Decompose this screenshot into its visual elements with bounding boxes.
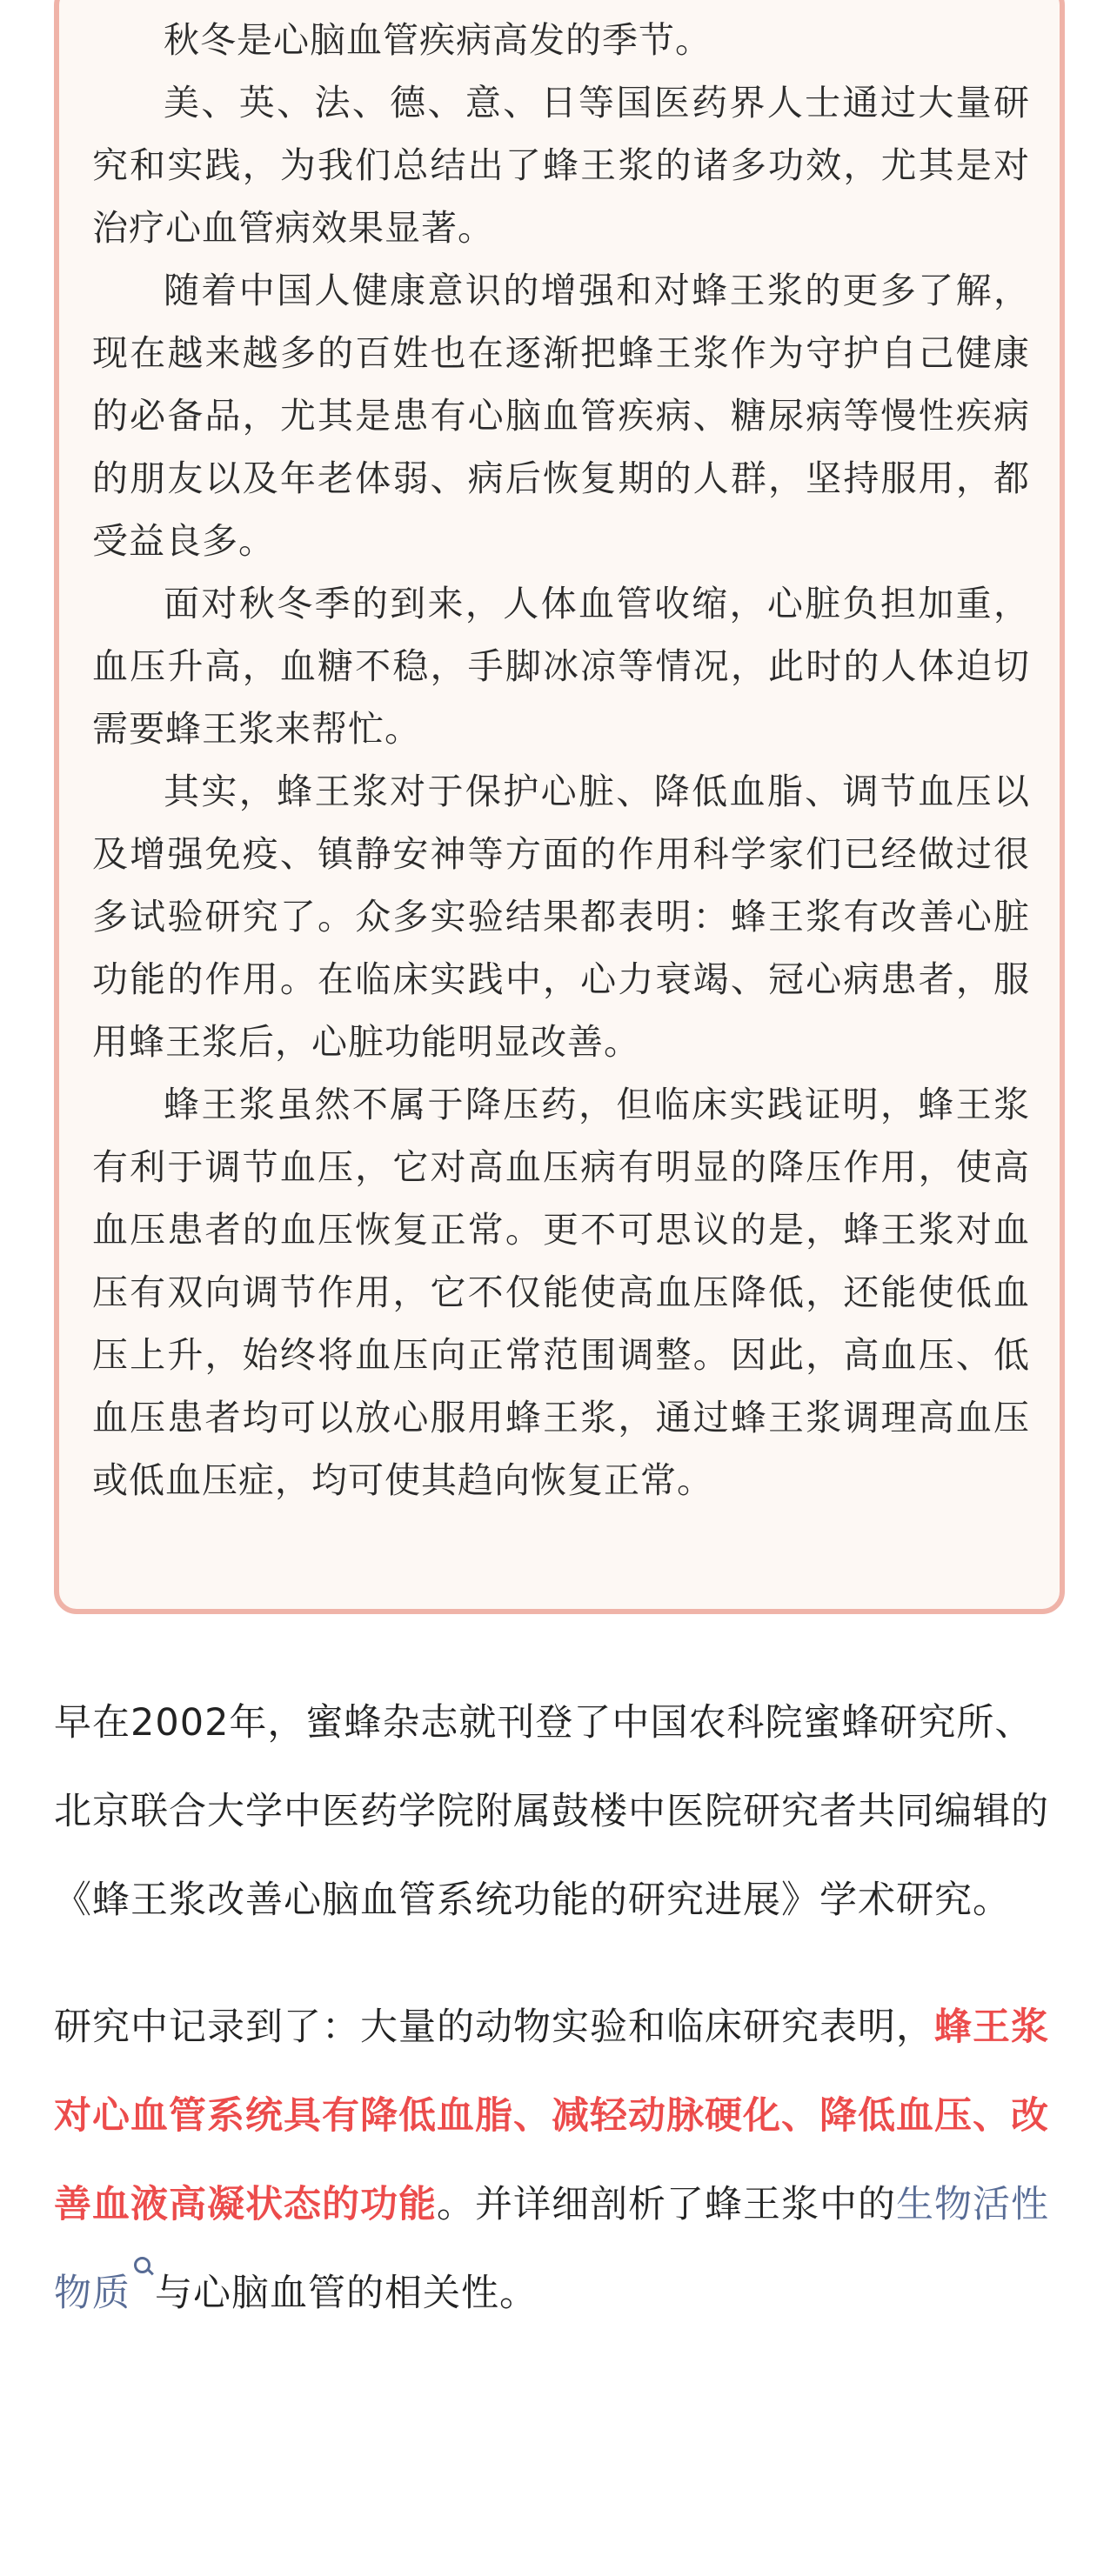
para2-lead: 研究中记录到了：大量的动物实验和临床研究表明， (54, 2005, 934, 2049)
scan-paragraph-2: 美、英、法、德、意、日等国医药界人士通过大量研究和实践，为我们总结出了蜂王浆的诸多功效，尤其是对治疗心血管病效果显著。 (92, 82, 1030, 249)
article-paragraph-1: 早在2002年，蜜蜂杂志就刊登了中国农科院蜜蜂研究所、北京联合大学中医药学院附属鼓楼中医院研究者共同编辑的《蜂王浆改善心脑血管系统功能的研究进展》学术研究。 (54, 1701, 1049, 1922)
scan-paragraph-6: 蜂王浆虽然不属于降压药，但临床实践证明，蜂王浆有利于调节血压，它对高血压病有明显的降压作用，使高血压患者的血压恢复正常。更不可思议的是，蜂王浆对血压有双向调节作用，它不仅能使高血压降低，还能使低血压上升，始终将血压向正常范围调整。因此，高血压、低血压患者均可以放心服用蜂王浆，通过蜂王浆调理高血压或低血压症，均可使其趋向恢复正常。 (92, 1084, 1030, 1501)
para2-mid: 。并详细剖析了蜂王浆中的 (437, 2183, 896, 2226)
highlighted-claim: 蜂王浆对心血管系统具有降低血脂、减轻动脉硬化、降低血压、改善血液高凝状态的功能 (54, 2005, 1049, 2226)
para2-tail: 与心脑血管的相关性。 (155, 2272, 538, 2315)
article-body (54, 1678, 1063, 2338)
scan-paragraph-5: 其实，蜂王浆对于保护心脏、降低血脂、调节血压以及增强免疫、镇静安神等方面的作用科学家们已经做过很多试验研究了。众多实验结果都表明：蜂王浆有改善心脏功能的作用。在临床实践中，心力衰竭、冠心病患者，服用蜂王浆后，心脏功能明显改善。 (92, 771, 1030, 1063)
scanned-excerpt-box (54, 0, 1065, 1614)
scan-paragraph-4: 面对秋冬季的到来，人体血管收缩，心脏负担加重，血压升高，血糖不稳，手脚冰凉等情况，此时的人体迫切需要蜂王浆来帮忙。 (92, 583, 1030, 750)
article-paragraph-2 (54, 1983, 1063, 2338)
search-icon[interactable] (134, 2257, 153, 2276)
scan-paragraph-3: 随着中国人健康意识的增强和对蜂王浆的更多了解，现在越来越多的百姓也在逐渐把蜂王浆作为守护自己健康的必备品，尤其是患有心脑血管疾病、糖尿病等慢性疾病的朋友以及年老体弱、病后恢复期的人群，坚持服用，都受益良多。 (92, 270, 1030, 562)
bioactive-substance-link[interactable]: 生物活性物质 (54, 2183, 1049, 2315)
scan-paragraph-1: 秋冬是心脑血管疾病高发的季节。 (164, 19, 712, 61)
